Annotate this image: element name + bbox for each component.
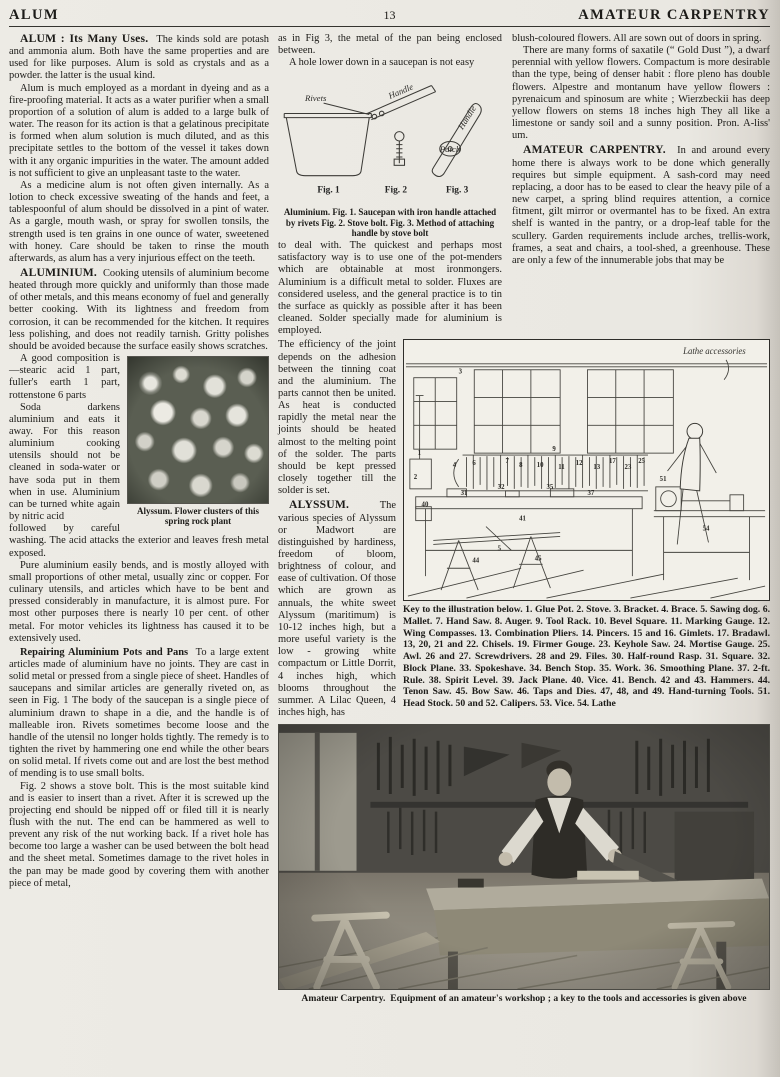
illustration-number: 5: [497, 545, 502, 553]
row-mid: [278, 339, 770, 719]
alyssum-figure: [127, 356, 269, 527]
column-right: [512, 33, 770, 337]
rivets-label: Rivets: [304, 93, 327, 104]
workshop-photo-figure: [278, 724, 770, 1005]
alyssum-caption: [127, 506, 269, 527]
illustration-number: 12: [575, 460, 583, 468]
repairing-heading: Repairing Aluminium Pots and Pans: [20, 646, 189, 658]
illustration-number: 31: [460, 490, 468, 498]
alum-heading: ALUM : Its Many Uses.: [20, 32, 149, 45]
workshop-photo-caption: [278, 993, 770, 1005]
column-left: [9, 33, 269, 1005]
alyssum-caption-title: Alyssum.: [136, 506, 173, 517]
col2-p2: A hole lower down in a saucepan is not easy: [289, 57, 475, 69]
illustration-number: 32: [497, 484, 505, 492]
col3-p2: There are many forms of saxatile (“ Gold Dust ”), a dwarf perennial with yellow flowers. Compactum is more desirable than the type, being of denser habit : flore pleno has double flowers. Alpestre and montanum have yellow flowers : pyrenaicum and spinosum are white ; Wierzbeckii has deep yellow flowers on stems 18 inches high They all like a limestone or sandy soil and a sunny position. Pron. A-liss' um.: [512, 45, 770, 142]
workshop-illustration: [403, 339, 770, 601]
running-title-right: AMATEUR CARPENTRY: [578, 7, 770, 23]
illustration-number: 45: [534, 555, 542, 563]
illustration-number: 8: [519, 462, 523, 470]
aluminium-p2: A good composition is—stearic acid 1 part, fuller's earth 1 part, rottenstone 6 parts: [9, 353, 120, 401]
illustration-number: 11: [558, 464, 565, 472]
fig1-label: Fig. 1: [317, 185, 340, 196]
illustration-number: 40: [421, 502, 429, 510]
carpentry-entry: [512, 144, 770, 267]
illustration-number: 23: [624, 464, 632, 472]
fig2-label: Fig. 2: [384, 185, 408, 196]
handle-label: Handle: [386, 81, 415, 102]
alum-p2: Alum is much employed as a mordant in dyeing and as a fire-proofing material. It acts as a water purifier when a small proportion of a solution of alum is added to a large bulk of water. The reason for its action is that a gelatinous precipitate is formed when alum solution is much diluted, and as this precipitate settles to the bottom of the vessel it takes down with it any organic impurities in the water. The amount added is not sufficient to give an unpleasant taste to the water.: [9, 82, 269, 179]
illustration-number: 44: [472, 557, 480, 565]
photo-caption-text: Equipment of an amateur's workshop ; a key to the tools and accessories is given above: [390, 993, 747, 1005]
aluminium-heading: ALUMINIUM.: [20, 265, 98, 279]
illustration-number: 7: [505, 458, 509, 466]
lathe-accessories-label: Lathe accessories: [683, 346, 746, 357]
workshop-illustration-svg: [404, 340, 769, 600]
illustration-number: 25: [638, 458, 646, 466]
patch-label: Patch: [439, 144, 461, 155]
aluminium-p1: Cooking utensils of aluminium become heated through more quickly and uniformly than those made of other metals, and this means economy of fuel and generally better cooking. With its lightness and freedom from corrosion, it can be recommended for the kitchen. It requires less polishing, and does not readily tarnish. Gritty polishes should be avoided because the surface easily shows scratches.: [9, 267, 269, 352]
illustration-key: Key to the illustration below. 1. Glue Pot. 2. Stove. 3. Bracket. 4. Brace. 5. Sawing dog. 6. Mallet. 7. Hand Saw. 8. Auger. 9. Tool Rack. 10. Bevel Square. 11. Marking Gauge. 12. Wing Compasses. 13. Combination Pliers. 14. Pincers. 15 and 16. Gimlets. 17. Bradawl. 13, 20, 21 and 22. Chisels. 19. Firmer Gouge. 23. Keyhole Saw. 24. Mortise Gauge. 25. Awl. 26 and 27. Screwdrivers. 28 and 29. Files. 30. Half-round Rasp. 31. Square. 32. Block Plane. 33. Spokeshave. 34. Bench Stop. 35. Work. 36. Smoothing Plane. 37. 2-ft. Rule. 38. Spirit Level. 39. Jack Plane. 40. Vice. 41. Bench. 42 and 43. Hammers. 44. Tenon Saw. 45. Bow Saw. 46. Taps and Dies. 47, 48, and 49. Hand-turning Tools. 51. Head Stock. 50 and 52. Calipers. 53. Vice. 54. Lathe: [403, 604, 770, 709]
alyssum-entry: [278, 499, 396, 719]
saucepan-caption: [278, 207, 502, 238]
illustration-number: 13: [593, 464, 601, 472]
illustration-number: 51: [659, 476, 667, 484]
repairing-entry: [9, 647, 269, 781]
workman-figure: [680, 424, 702, 491]
aluminium-p4: followed by careful washing. The acid attacks the exterior and leaves fresh metal exposed.: [9, 523, 269, 559]
illustration-number: 1: [417, 450, 422, 458]
row-top: [278, 33, 770, 337]
alum-p3: As a medicine alum is not often given internally. As a lotion to check excessive sweating of the hands and feet, a tablespoonful of alum should be dissolved in a pint of water. As a gargle, mouth wash, or spray for swollen tonsils, the strength used is ten grains in one ounce of water, sweetened with honey. Care should be taken to rinse the mouth afterwards, as alum has a very injurious effect on the teeth.: [9, 179, 269, 264]
illustration-number: 9: [552, 446, 556, 454]
fig3-label: Fig. 3: [445, 185, 469, 196]
right-region: [278, 33, 770, 1005]
header-rule: [9, 26, 770, 27]
workshop-photo: [278, 724, 770, 990]
carpentry-heading: AMATEUR CARPENTRY.: [523, 143, 666, 157]
illustration-number: 35: [546, 484, 554, 492]
alyssum-heading: ALYSSUM.: [289, 498, 350, 512]
illustration-number: 6: [472, 460, 476, 468]
illustration-number: 54: [702, 525, 710, 533]
illustration-number: 37: [587, 490, 595, 498]
photo-caption-title: Amateur Carpentry.: [301, 993, 386, 1005]
photo-vignette: [279, 725, 769, 989]
illustration-number: 2: [413, 474, 418, 482]
col2-p4: The efficiency of the joint depends on the adhesion between the tinning coat and the aluminium. The parts cannot then be united. As heat is conducted rapidly the metal near the joints should be heated almost to the melting point of the solder. The parts should be kept pressed closely together till the solder is set.: [278, 339, 396, 497]
running-title-left: ALUM: [9, 7, 59, 23]
alyssum-p1: The various species of Alyssum or Madwort are distinguished by hardiness, freedom of bloom, brightness of colour, and ease of cultivation. Of those which are grown as annuals, the white sweet Alyssum (maritimum) is 10-12 inches high, but a more useful variety is the low - growing white compactum or Little Dorrit, 4 inches high, which blooms throughout the summer. A Lilac Queen, 4 inches high, has: [278, 500, 396, 719]
aluminium-p5: Pure aluminium easily bends, and is mostly alloyed with small proportions of other metal, usually zinc or copper. For culinary utensils, and articles which have to be bent and pressed considerably in manufacture, it is almost pure. For most other purposes there is nearly 10 per cent. of other metal. For motor vehicles its lightness has caused it to be extensively used.: [9, 559, 269, 644]
page-header: [9, 7, 770, 24]
illustration-number: 4: [452, 462, 457, 470]
workshop-figure-block: [403, 339, 770, 719]
illustration-number: 17: [608, 458, 616, 466]
alum-p1: The kinds sold are potash and ammonia alum. Both have the same properties and are used for like purposes. Alum is sold as crystals and as a powder. the latter is the usual kind.: [9, 34, 269, 82]
saucepan-caption-text: Fig. 1. Saucepan with iron handle attached by rivets Fig. 2. Stove bolt. Fig. 3. Method of attaching handle by stove bolt: [285, 207, 497, 238]
repairing-p2: Fig. 2 shows a stove bolt. This is the most suitable kind and is easier to insert than a rivet. After it is screwed up the projecting end should be nipped off or filed till it is nearly flush with the nut. The end can be hammered as well to prevent any risk of the nut working back. If a rivet hole has become too large a washer can be used between the bolt head and the sheet metal. Sometimes damage to the rivet holes in the pan may be made good by covering them with another piece of metal,: [9, 780, 269, 889]
col3-p1: blush-coloured flowers. All are sown out of doors in spring.: [512, 33, 762, 44]
illustration-number: 10: [536, 462, 544, 470]
aluminium-p3: Soda darkens aluminium and eats it away. For this reason aluminium cooking utensils should not be cleaned in soda-water or have soda put in them when in use. Aluminium can be turned white again by nitric acid: [9, 401, 120, 523]
illustration-number: 3: [458, 369, 463, 377]
saucepan-figure: [278, 72, 502, 238]
alyssum-caption-text: Flower clusters of this spring rock plant: [164, 506, 260, 527]
alum-entry: [9, 33, 269, 83]
illustration-number: 41: [519, 515, 526, 523]
column-middle-top: [278, 33, 502, 337]
carpentry-p1: In and around every home there is always work to be done which generally requires but simple equipment. A sash-cord may need replacing, a door has to be eased to clear the heavy pile of a new carpet, a spring blind requires attention, a cornice fitment, gilt mirror or overmantel has to be fixed. An extra shelf is wanted in the pantry, or a drop-leaf table for the scullery. Garden requirements include arches, trellis-work, frames, a seat and chairs, a tool-shed, a greenhouse. These are only a few of the innumerable jobs that may be: [512, 145, 770, 266]
col2-p1: as in Fig 3, the metal of the pan being enclosed between.: [278, 33, 502, 57]
column-middle-narrow: [278, 339, 396, 719]
handle2-label: Handle: [455, 104, 479, 132]
saucepan-caption-title: Aluminium.: [283, 207, 331, 218]
page-columns: [9, 33, 770, 1005]
col2-p3: to deal with. The quickest and perhaps most satisfactory way is to use one of the pot-menders which are obtainable at most ironmongers. Aluminium is a difficult metal to solder. Fluxes are considered useless, and the general practice is to tin the surface as quickly as possible after it has been cleaned. Solder specially made for aluminium is employed.: [278, 240, 502, 337]
aluminium-entry: [9, 267, 269, 353]
repairing-p1: To a large extent articles made of aluminium have no joints. They are cast in solid metal or pressed from a single piece of sheet. Handles of saucepans and similar articles are generally riveted on, as seen in Fig. 1 The body of the saucepan is a single piece of aluminium drawn to shape in a die, and the handle is of malleable iron. Rivets sometimes become loose and the handle of the utensil no longer holds tightly. The remedy is to tighten the rivet by hammering one end while the other bears on solid metal. If rivets come out and are lost the best method of mending is to use small bolts.: [9, 646, 269, 780]
page-number: 13: [383, 8, 396, 22]
saucepan-figure-svg: [278, 72, 502, 205]
workshop-drawing: [406, 360, 767, 598]
alyssum-photo: [127, 356, 269, 504]
